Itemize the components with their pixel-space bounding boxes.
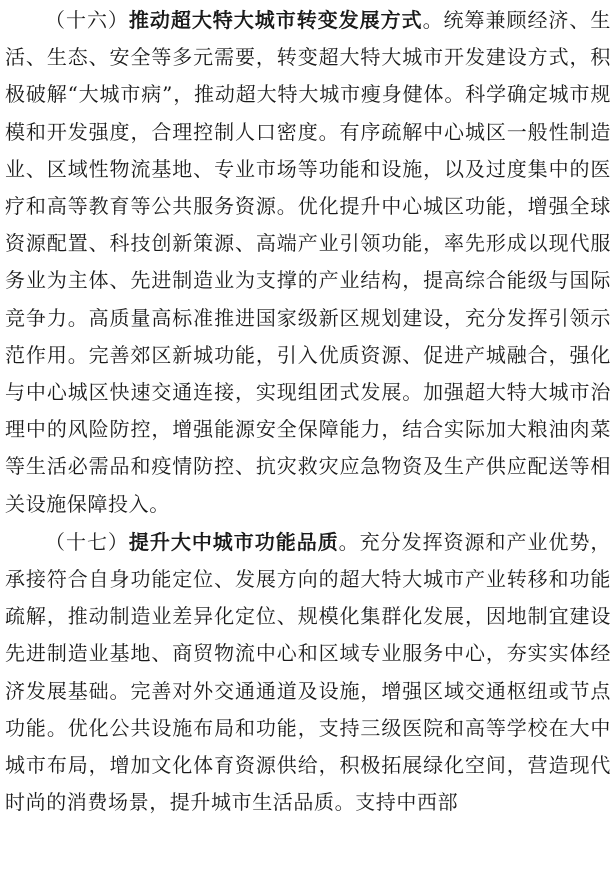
paragraph-body: 。充分发挥资源和产业优势，承接符合自身功能定位、发展方向的超大特大城市产业转移和功能疏解，推动制造业差异化定位、规模化集群化发展，因地制宜建设先进制造业基地、商贸物流中心和区域专业服务中心，夯实实体经济发展基础。完善对外交通通道及设施，增强区域交通枢纽或节点功能。优化公共设施布局和功能，支持三级医院和高等学校在大中城市布局，增加文化体育资源供给，积极拓展绿化空间，营造现代时尚的消费场景，提升城市生活品质。支持中西部 xyxy=(5,529,611,815)
paragraph-number: （十七） xyxy=(45,529,129,554)
paragraph-17 xyxy=(5,524,611,822)
document-page xyxy=(5,0,611,821)
paragraph-heading: 推动超大特大城市转变发展方式 xyxy=(128,8,423,32)
paragraph-heading: 提升大中城市功能品质 xyxy=(128,529,339,554)
paragraph-number: （十六） xyxy=(45,8,129,32)
paragraph-body: 。统筹兼顾经济、生活、生态、安全等多元需要，转变超大特大城市开发建设方式，积极破解“大城市病”，推动超大特大城市瘦身健体。科学确定城市规模和开发强度，合理控制人口密度。有序疏解中心城区一般性制造业、区域性物流基地、专业市场等功能和设施，以及过度集中的医疗和高等教育等公共服务资源。优化提升中心城区功能，增强全球资源配置、科技创新策源、高端产业引领功能，率先形成以现代服务业为主体、先进制造业为支撑的产业结构，提高综合能级与国际竞争力。高质量高标准推进国家级新区规划建设，充分发挥引领示范作用。完善郊区新城功能，引入优质资源、促进产城融合，强化与中心城区快速交通连接，实现组团式发展。加强超大特大城市治理中的风险防控，增强能源安全保障能力，结合实际加大粮油肉菜等生活必需品和疫情防控、抗灾救灾应急物资及生产供应配送等相关设施保障投入。 xyxy=(5,8,611,516)
paragraph-16 xyxy=(5,2,611,523)
